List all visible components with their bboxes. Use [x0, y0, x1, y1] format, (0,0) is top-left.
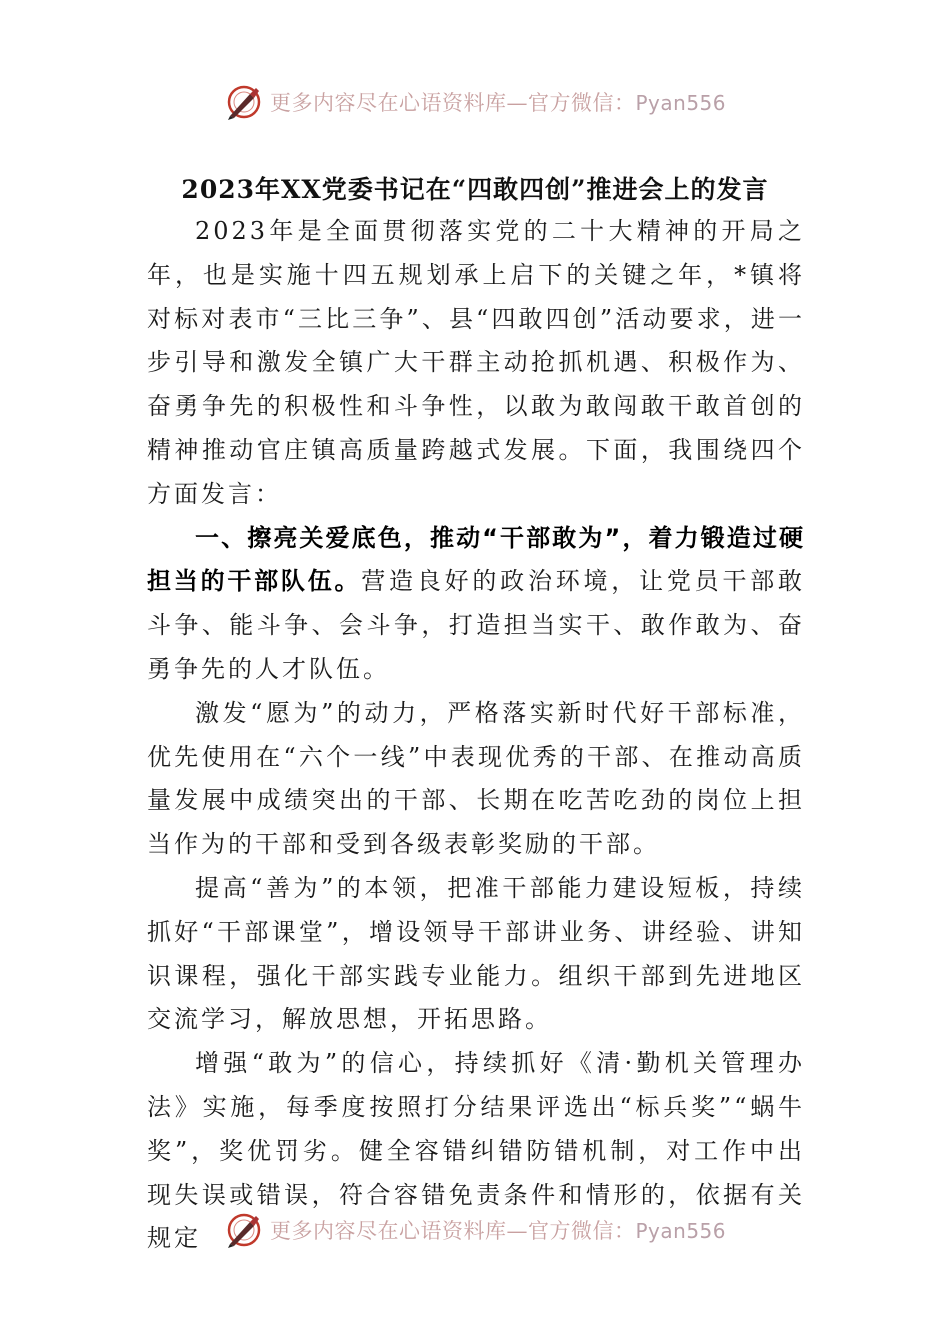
paragraph-section-one: 一、擦亮关爱底色，推动“干部敢为”，着力锻造过硬担当的干部队伍。营造良好的政治环境，让党员干部敢斗争、能斗争、会斗争，打造担当实干、敢作敢为、奋勇争先的人才队伍。 [147, 523, 806, 683]
watermark-text: 更多内容尽在心语资料库—官方微信：Pyan556 [269, 1219, 726, 1243]
watermark-banner-top [0, 80, 950, 124]
paragraph-capable: 提高“善为”的本领，把准干部能力建设短板，持续抓好“干部课堂”，增设领导干部讲业务、讲经验、讲知识课程，强化干部实践专业能力。组织干部到先进地区交流学习，解放思想，开拓思路。 [147, 873, 805, 1034]
paragraph-willing: 激发“愿为”的动力，严格落实新时代好干部标准，优先使用在“六个一线”中表现优秀的干部、在推动高质量发展中成绩突出的干部、长期在吃苦吃劲的岗位上担当作为的干部和受到各级表彰奖励的干部。 [147, 698, 805, 859]
paragraph-intro: 2023年是全面贯彻落实党的二十大精神的开局之年，也是实施十四五规划承上启下的关键之年，*镇将对标对表市“三比三争”、县“四敢四创”活动要求，进一步引导和激发全镇广大干群主动抢抓机遇、积极作为、奋勇争先的积极性和斗争性，以敢为敢闯敢干敢首创的精神推动官庄镇高质量跨越式发展。下面，我围绕四个方面发言： [147, 217, 805, 508]
pen-seal-icon [224, 1210, 264, 1250]
section-heading: 一、擦亮关爱底色，推动“干部敢为”，着力锻造过硬担当的干部队伍。 [147, 523, 805, 596]
watermark-text: 更多内容尽在心语资料库—官方微信：Pyan556 [269, 91, 726, 115]
paragraph-confidence: 增强“敢为”的信心，持续抓好《清·勤机关管理办法》实施，每季度按照打分结果评选出“标兵奖”“蜗牛奖”，奖优罚劣。健全容错纠错防错机制，对工作中出现失误或错误，符合容错免责条件和情形的，依据有关规定 [147, 1049, 805, 1253]
document-body [147, 210, 805, 1261]
pen-seal-icon [224, 82, 264, 122]
watermark-banner-bottom [0, 1208, 950, 1252]
document-title: 2023年XX党委书记在“四敢四创”推进会上的发言 [181, 175, 769, 204]
